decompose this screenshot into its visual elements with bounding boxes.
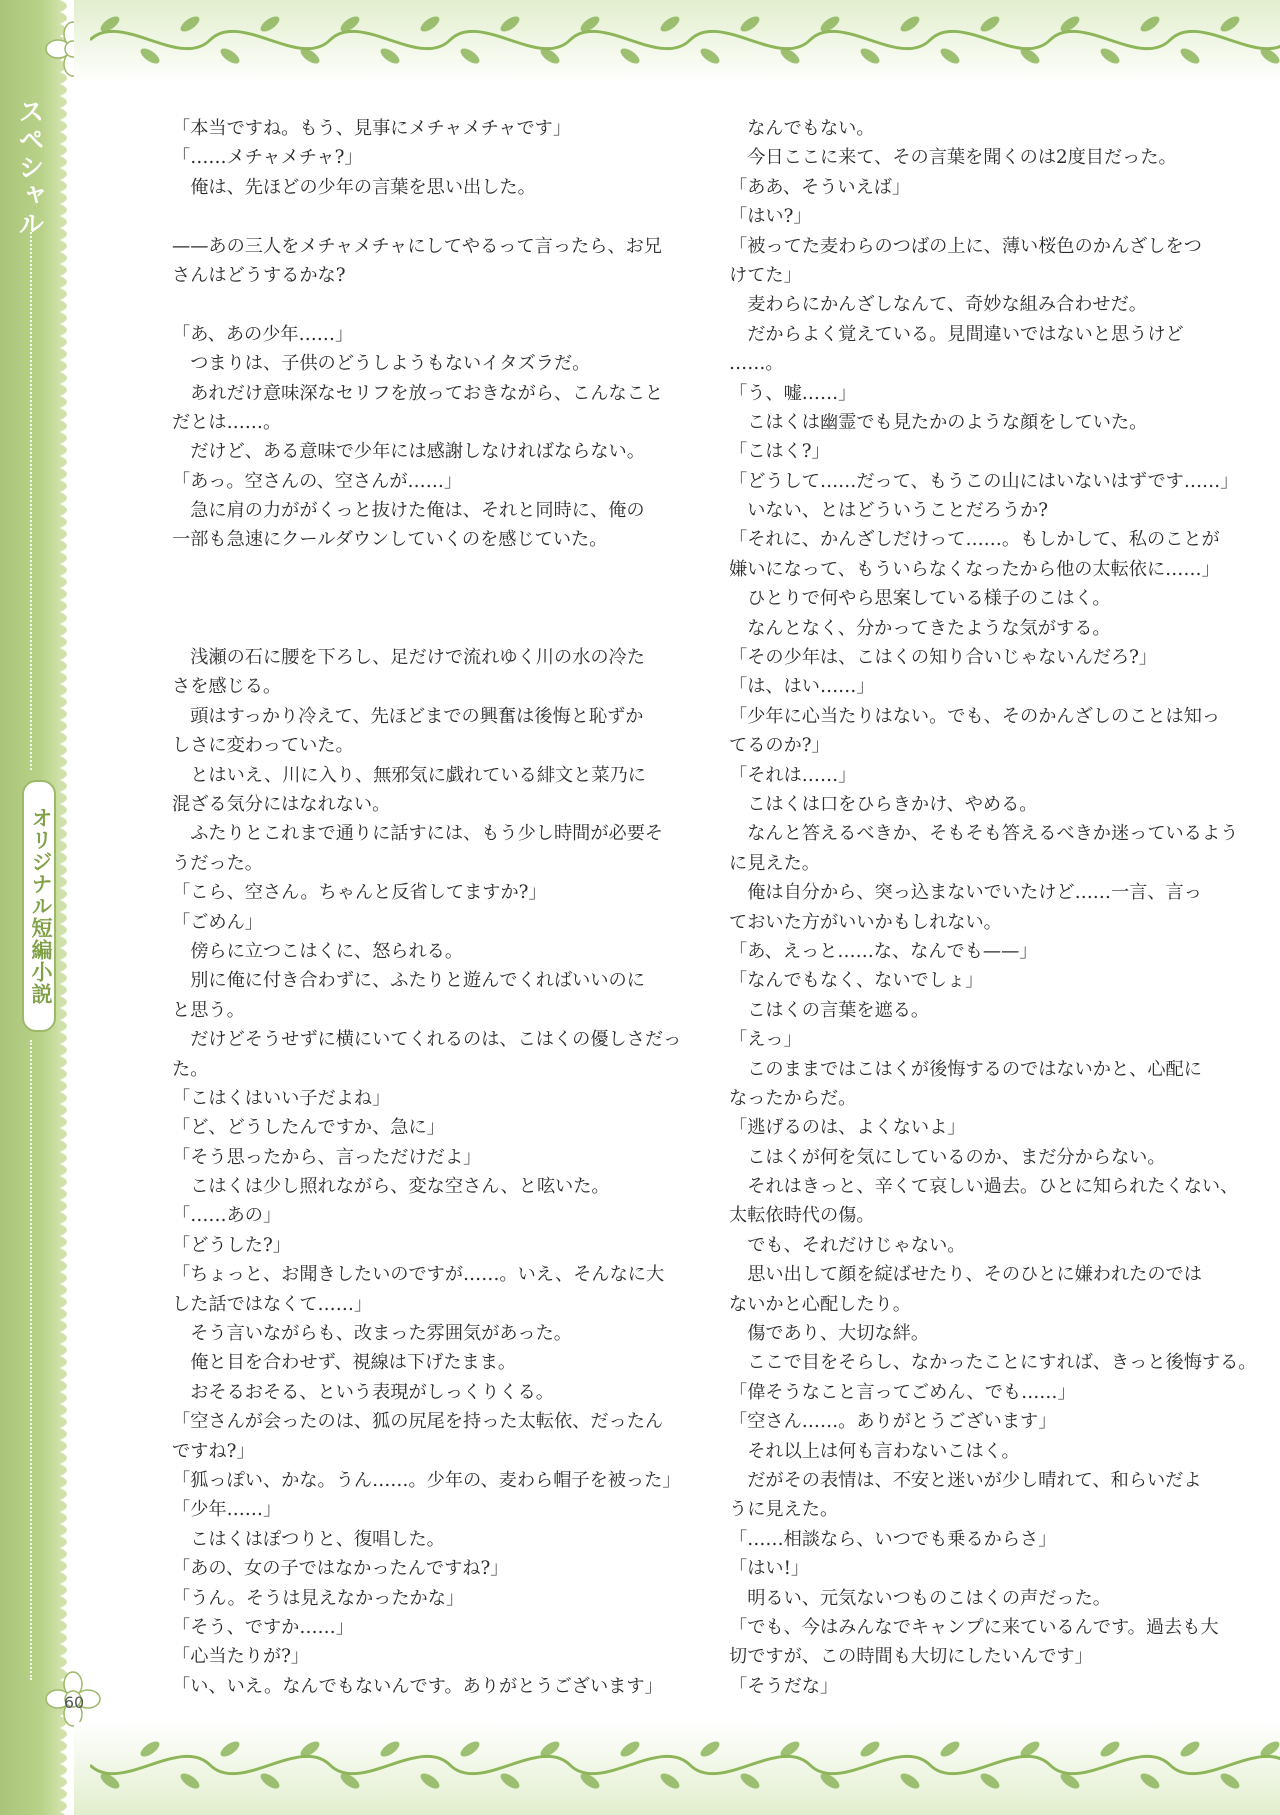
text-line: 「心当たりが?」 [172, 1646, 310, 1668]
scalloped-edge [60, 0, 74, 1815]
text-line [172, 584, 664, 613]
text-line: ここで目をそらし、なかったことにすれば、きっと後悔する。 [747, 1352, 1257, 1374]
text-line: 「空さんが会ったのは、狐の尻尾を持った太転依、だったん [172, 1411, 664, 1433]
text-line: 俺と目を合わせず、視線は下げたまま。 [190, 1352, 517, 1374]
text-line: 俺は、先ほどの少年の言葉を思い出した。 [190, 176, 536, 198]
vine-ornament-bottom [90, 1725, 1280, 1805]
text-line: 「そう、ですか……」 [172, 1616, 354, 1638]
text-line: 太転依時代の傷。 [729, 1205, 875, 1227]
text-line: ておいた方がいいかもしれない。 [729, 911, 1002, 933]
text-line: 一部も急速にクールダウンしていくのを感じていた。 [172, 529, 608, 551]
text-line: 俺は自分から、突っ込まないでいたけど……一言、言っ [747, 882, 1202, 904]
text-line: なんとなく、分かってきたような気がする。 [747, 617, 1111, 639]
text-line [172, 555, 664, 584]
text-line: 「あ、あの少年……」 [172, 323, 354, 345]
text-line: 別に俺に付き合わずに、ふたりと遊んでくればいいのに [190, 970, 645, 992]
text-line: 「こはくはいい子だよね」 [172, 1087, 391, 1109]
text-line: 「逃げるのは、よくないよ」 [729, 1117, 966, 1139]
text-line: このままではこはくが後悔するのではないかと、心配に [747, 1058, 1202, 1080]
text-line: でも、それだけじゃない。 [747, 1234, 966, 1256]
text-line: 「えっ」 [729, 1029, 802, 1051]
text-line: だとは……。 [172, 411, 282, 433]
text-line: それ以上は何も言わないこはく。 [747, 1440, 1020, 1462]
text-line: 「こはく?」 [729, 441, 830, 463]
text-line: さを感じる。 [172, 676, 282, 698]
text-line: 「狐っぽい、かな。うん……。少年の、麦わら帽子を被った」 [172, 1469, 681, 1491]
text-line: 「本当ですね。もう、見事にメチャメチャです」 [172, 118, 572, 139]
text-line [172, 202, 664, 231]
text-line: 「ちょっと、お聞きしたいのですが……。いえ、そんなに大 [172, 1264, 665, 1286]
text-line: 「こら、空さん。ちゃんと反省してますか?」 [172, 882, 547, 904]
text-line: 「ど、どうしたんですか、急に」 [172, 1117, 445, 1139]
text-line: 頭はすっかり冷えて、先ほどまでの興奮は後悔と恥ずか [190, 705, 644, 727]
text-line: 「……相談なら、いつでも乗るからさ」 [729, 1528, 1057, 1550]
text-line: おそるおそる、という表現がしっくりくる。 [190, 1381, 554, 1403]
text-line: と思う。 [172, 999, 245, 1021]
text-line: うに見えた。 [729, 1499, 839, 1521]
text-line: ……。 [729, 353, 784, 375]
text-line: てるのか?」 [729, 735, 830, 757]
text-line: 「ああ、そういえば」 [729, 176, 911, 198]
text-line: こはくは少し照れながら、変な空さん、と呟いた。 [190, 1176, 610, 1198]
text-line: 「そう思ったから、言っただけだよ」 [172, 1146, 482, 1168]
page-number: 60 [63, 1693, 85, 1712]
text-line: だからよく覚えている。見間違いではないと思うけど [747, 323, 1184, 345]
text-line: 「あ、えっと……な、なんでも——」 [729, 940, 1038, 962]
text-line: 麦わらにかんざしなんて、奇妙な組み合わせだ。 [747, 294, 1147, 316]
text-line: ですね?」 [172, 1440, 255, 1462]
text-line: うだった。 [172, 852, 263, 874]
text-line: 「はい?」 [729, 206, 812, 228]
text-line: つまりは、子供のどうしようもないイタズラだ。 [190, 353, 591, 375]
section-label: スペシャル [14, 98, 44, 238]
text-line: 「それは……」 [729, 764, 857, 786]
text-line: に見えた。 [729, 852, 820, 874]
text-line: 「い、いえ。なんでもないんです。ありがとうございます」 [172, 1675, 663, 1697]
text-line: 「偉そうなこと言ってごめん、でも……」 [729, 1381, 1076, 1403]
text-line [172, 614, 664, 643]
text-line: した話ではなくて……」 [172, 1293, 373, 1315]
text-line: 「少年に心当たりはない。でも、そのかんざしのことは知っ [729, 705, 1221, 727]
right-text-column [729, 114, 1257, 1701]
text-line: さんはどうするかな? [172, 264, 346, 286]
text-line: ないかと心配したり。 [729, 1293, 911, 1315]
text-line: だけどそうせずに横にいてくれるのは、こはくの優しさだっ [190, 1029, 682, 1051]
dotted-line-lower [30, 1040, 34, 1680]
text-line: 今日ここに来て、その言葉を聞くのは2度目だった。 [747, 147, 1177, 169]
text-line: こはくは幽霊でも見たかのような顔をしていた。 [747, 411, 1148, 433]
text-line: あれだけ意味深なセリフを放っておきながら、こんなこと [190, 382, 664, 404]
text-line: 嫌いになって、もういらなくなったから他の太転依に……」 [729, 558, 1220, 580]
text-line: 「その少年は、こはくの知り合いじゃないんだろ?」 [729, 647, 1158, 669]
text-line: 「うん。そうは見えなかったかな」 [172, 1587, 465, 1609]
text-line: なんと答えるべきか、そもそも答えるべきか迷っているよう [747, 823, 1239, 845]
text-line: それはきっと、辛くて哀しい過去。ひとに知られたくない、 [747, 1176, 1239, 1198]
text-line: なったからだ。 [729, 1087, 857, 1109]
text-line: 「それに、かんざしだけって……。もしかして、私のことが [729, 529, 1220, 551]
text-line: けてた」 [729, 264, 802, 286]
text-line: 「う、嘘……」 [729, 382, 857, 404]
text-line: 混ざる気分にはなれない。 [172, 793, 391, 815]
text-line: こはくはぽつりと、復唱した。 [190, 1528, 445, 1550]
text-line: 「ごめん」 [172, 911, 263, 933]
text-line: しさに変わっていた。 [172, 735, 354, 757]
text-line: ふたりとこれまで通りに話すには、もう少し時間が必要そ [190, 823, 664, 845]
text-line: 「少年……」 [172, 1499, 282, 1521]
text-line: 切ですが、この時間も大切にしたいんです」 [729, 1646, 1093, 1668]
text-line: 「被ってた麦わらのつばの上に、薄い桜色のかんざしをつ [729, 235, 1202, 257]
text-line: いない、とはどういうことだろうか? [747, 500, 1048, 522]
text-line: 「あの、女の子ではなかったんですね?」 [172, 1558, 509, 1580]
text-line: 「そうだな」 [729, 1675, 839, 1697]
text-line: だがその表情は、不安と迷いが少し晴れて、和らいだよ [747, 1469, 1202, 1491]
text-line: なんでもない。 [747, 118, 875, 139]
text-line: 「どうした?」 [172, 1234, 291, 1256]
text-line: 急に肩の力ががくっと抜けた俺は、それと同時に、俺の [190, 500, 645, 522]
text-line: こはくの言葉を遮る。 [747, 999, 930, 1021]
text-line: 「……メチャメチャ?」 [172, 147, 363, 169]
text-line: 傍らに立つこはくに、怒られる。 [190, 940, 464, 962]
text-line [172, 290, 664, 319]
text-line: ひとりで何やら思案している様子のこはく。 [747, 588, 1111, 610]
dotted-line-upper [30, 232, 34, 770]
text-line: 「空さん……。ありがとうございます」 [729, 1411, 1057, 1433]
text-line: 「でも、今はみんなでキャンプに来ているんです。過去も大 [729, 1616, 1219, 1638]
text-line: 「は、はい……」 [729, 676, 875, 698]
text-line: こはくが何を気にしているのか、まだ分からない。 [747, 1146, 1166, 1168]
text-line: 「どうして……だって、もうこの山にはいないはずです……」 [729, 470, 1239, 492]
text-line: 「なんでもなく、ないでしょ」 [729, 970, 984, 992]
text-line: こはくは口をひらきかけ、やめる。 [747, 793, 1038, 815]
text-line: た。 [172, 1058, 209, 1080]
text-line: 「はい!」 [729, 1558, 810, 1580]
text-line: 浅瀬の石に腰を下ろし、足だけで流れゆく川の水の冷た [190, 647, 645, 669]
text-line: 傷であり、大切な絆。 [747, 1323, 930, 1345]
vine-ornament-top [90, 0, 1280, 80]
text-line: そう言いながらも、改まった雰囲気があった。 [190, 1323, 572, 1345]
text-line: 「あっ。空さんの、空さんが……」 [172, 470, 463, 492]
text-line: だけど、ある意味で少年には感謝しなければならない。 [190, 441, 645, 463]
sub-label: オリジナル短編小説 [29, 807, 53, 1005]
left-text-column [172, 114, 682, 1701]
text-line: 思い出して顔を綻ばせたり、そのひとに嫌われたのでは [747, 1264, 1202, 1286]
text-line: ——あの三人をメチャメチャにしてやるって言ったら、お兄 [172, 235, 662, 257]
text-line: 明るい、元気ないつものこはくの声だった。 [747, 1587, 1111, 1609]
text-line: とはいえ、川に入り、無邪気に戯れている緋文と菜乃に [190, 764, 646, 786]
text-line: 「……あの」 [172, 1205, 282, 1227]
